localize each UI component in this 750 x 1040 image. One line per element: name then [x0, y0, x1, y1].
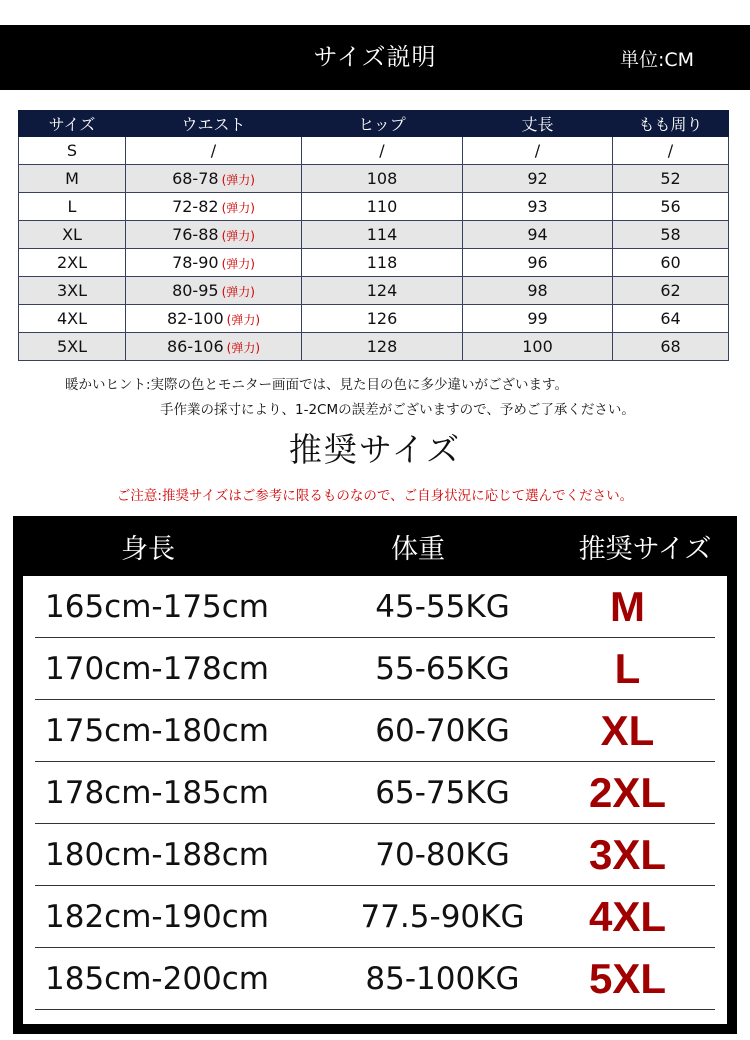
elastic-note: (弹力): [226, 341, 261, 355]
hint-note: 暖かいヒント:実際の色とモニター画面では、見た目の色に多少違いがございます。: [65, 377, 568, 393]
weight-cell: 60-70KG: [375, 712, 510, 749]
col-header-height: 身長: [121, 533, 175, 565]
height-cell: 165cm-175cm: [45, 588, 270, 625]
col-header-recommended-size: 推奨サイズ: [578, 533, 712, 565]
col-header-hip: ヒップ: [302, 111, 463, 137]
hip-cell: 124: [302, 277, 463, 305]
height-cell: 182cm-190cm: [45, 898, 270, 935]
height-cell: 180cm-188cm: [45, 836, 270, 873]
page-title: サイズ説明: [313, 43, 437, 71]
unit-label: 単位:CM: [619, 49, 694, 71]
table-row: [19, 333, 729, 361]
recommended-size-cell: XL: [600, 706, 655, 754]
recommend-row: [35, 576, 715, 638]
weight-cell: 55-65KG: [375, 650, 510, 687]
table-row: [19, 277, 729, 305]
table-row: [19, 193, 729, 221]
recommend-table: [13, 516, 737, 1034]
size-cell: L: [19, 193, 126, 221]
size-chart-table: [18, 110, 729, 361]
elastic-note: (弹力): [226, 313, 261, 327]
table-row: [19, 137, 729, 165]
height-cell: 185cm-200cm: [45, 960, 270, 997]
col-header-size: サイズ: [19, 111, 126, 137]
recommend-row: [35, 638, 715, 700]
size-cell: M: [19, 165, 126, 193]
thigh-cell: 68: [613, 333, 729, 361]
recommended-size-cell: 5XL: [588, 954, 667, 1002]
size-cell: 5XL: [19, 333, 126, 361]
col-header-weight: 体重: [391, 533, 445, 565]
recommend-body: [23, 576, 727, 1024]
recommend-row: [35, 762, 715, 824]
height-cell: 170cm-178cm: [45, 650, 270, 687]
recommend-heading: 推奨サイズ: [288, 430, 462, 469]
waist-cell: [126, 193, 302, 221]
elastic-note: (弹力): [221, 173, 255, 187]
length-cell: 100: [463, 333, 613, 361]
weight-cell: 85-100KG: [365, 960, 520, 997]
recommend-caution: ご注意:推奨サイズはご参考に限るものなので、ご自身状況に応じて選んでください。: [116, 488, 634, 504]
waist-value: 80-95: [172, 281, 219, 300]
hip-cell: 114: [302, 221, 463, 249]
height-cell: 175cm-180cm: [45, 712, 270, 749]
size-cell: XL: [19, 221, 126, 249]
waist-cell: [126, 333, 302, 361]
col-header-length: 丈長: [463, 111, 613, 137]
hip-cell: 128: [302, 333, 463, 361]
table-row: [19, 305, 729, 333]
length-cell: 94: [463, 221, 613, 249]
thigh-cell: 62: [613, 277, 729, 305]
thigh-cell: 56: [613, 193, 729, 221]
size-cell: 3XL: [19, 277, 126, 305]
hip-cell: 126: [302, 305, 463, 333]
weight-cell: 77.5-90KG: [360, 898, 525, 935]
waist-value: 82-100: [166, 309, 224, 328]
waist-cell: [126, 221, 302, 249]
elastic-note: (弹力): [221, 285, 255, 299]
size-cell: 4XL: [19, 305, 126, 333]
length-cell: /: [463, 137, 613, 165]
hip-cell: /: [302, 137, 463, 165]
length-cell: 99: [463, 305, 613, 333]
hip-cell: 118: [302, 249, 463, 277]
weight-cell: 65-75KG: [375, 774, 510, 811]
title-banner: [0, 25, 750, 90]
weight-cell: 45-55KG: [375, 588, 510, 625]
size-cell: S: [19, 137, 126, 165]
recommend-row: [35, 886, 715, 948]
waist-value: 78-90: [172, 253, 219, 272]
measurement-note: 手作業の採寸により、1-2CMの誤差がございますので、予めご了承ください。: [160, 402, 635, 418]
col-header-thigh: もも周り: [613, 111, 729, 137]
thigh-cell: 52: [613, 165, 729, 193]
thigh-cell: 64: [613, 305, 729, 333]
waist-cell: [126, 305, 302, 333]
hip-cell: 110: [302, 193, 463, 221]
length-cell: 93: [463, 193, 613, 221]
recommended-size-cell: L: [614, 644, 641, 692]
length-cell: 92: [463, 165, 613, 193]
recommended-size-cell: 3XL: [588, 830, 667, 878]
thigh-cell: 58: [613, 221, 729, 249]
table-header-row: [19, 111, 729, 137]
table-row: [19, 165, 729, 193]
waist-cell: [126, 277, 302, 305]
recommend-row: [35, 700, 715, 762]
waist-cell: [126, 249, 302, 277]
col-header-waist: ウエスト: [126, 111, 302, 137]
table-row: [19, 249, 729, 277]
thigh-cell: /: [613, 137, 729, 165]
table-row: [19, 221, 729, 249]
waist-value: 72-82: [172, 197, 219, 216]
elastic-note: (弹力): [221, 201, 255, 215]
recommend-row: [35, 824, 715, 886]
waist-value: /: [210, 141, 217, 160]
elastic-note: (弹力): [221, 229, 255, 243]
weight-cell: 70-80KG: [375, 836, 510, 873]
length-cell: 96: [463, 249, 613, 277]
waist-cell: [126, 165, 302, 193]
length-cell: 98: [463, 277, 613, 305]
hip-cell: 108: [302, 165, 463, 193]
waist-value: 86-106: [166, 337, 224, 356]
recommend-header-row: [23, 516, 727, 576]
recommended-size-cell: M: [610, 582, 645, 630]
recommended-size-cell: 2XL: [588, 768, 667, 816]
waist-value: 76-88: [172, 225, 219, 244]
waist-value: 68-78: [172, 169, 219, 188]
thigh-cell: 60: [613, 249, 729, 277]
recommend-row: [35, 948, 715, 1010]
size-cell: 2XL: [19, 249, 126, 277]
height-cell: 178cm-185cm: [45, 774, 270, 811]
waist-cell: [126, 137, 302, 165]
recommended-size-cell: 4XL: [588, 892, 667, 940]
elastic-note: (弹力): [221, 257, 255, 271]
